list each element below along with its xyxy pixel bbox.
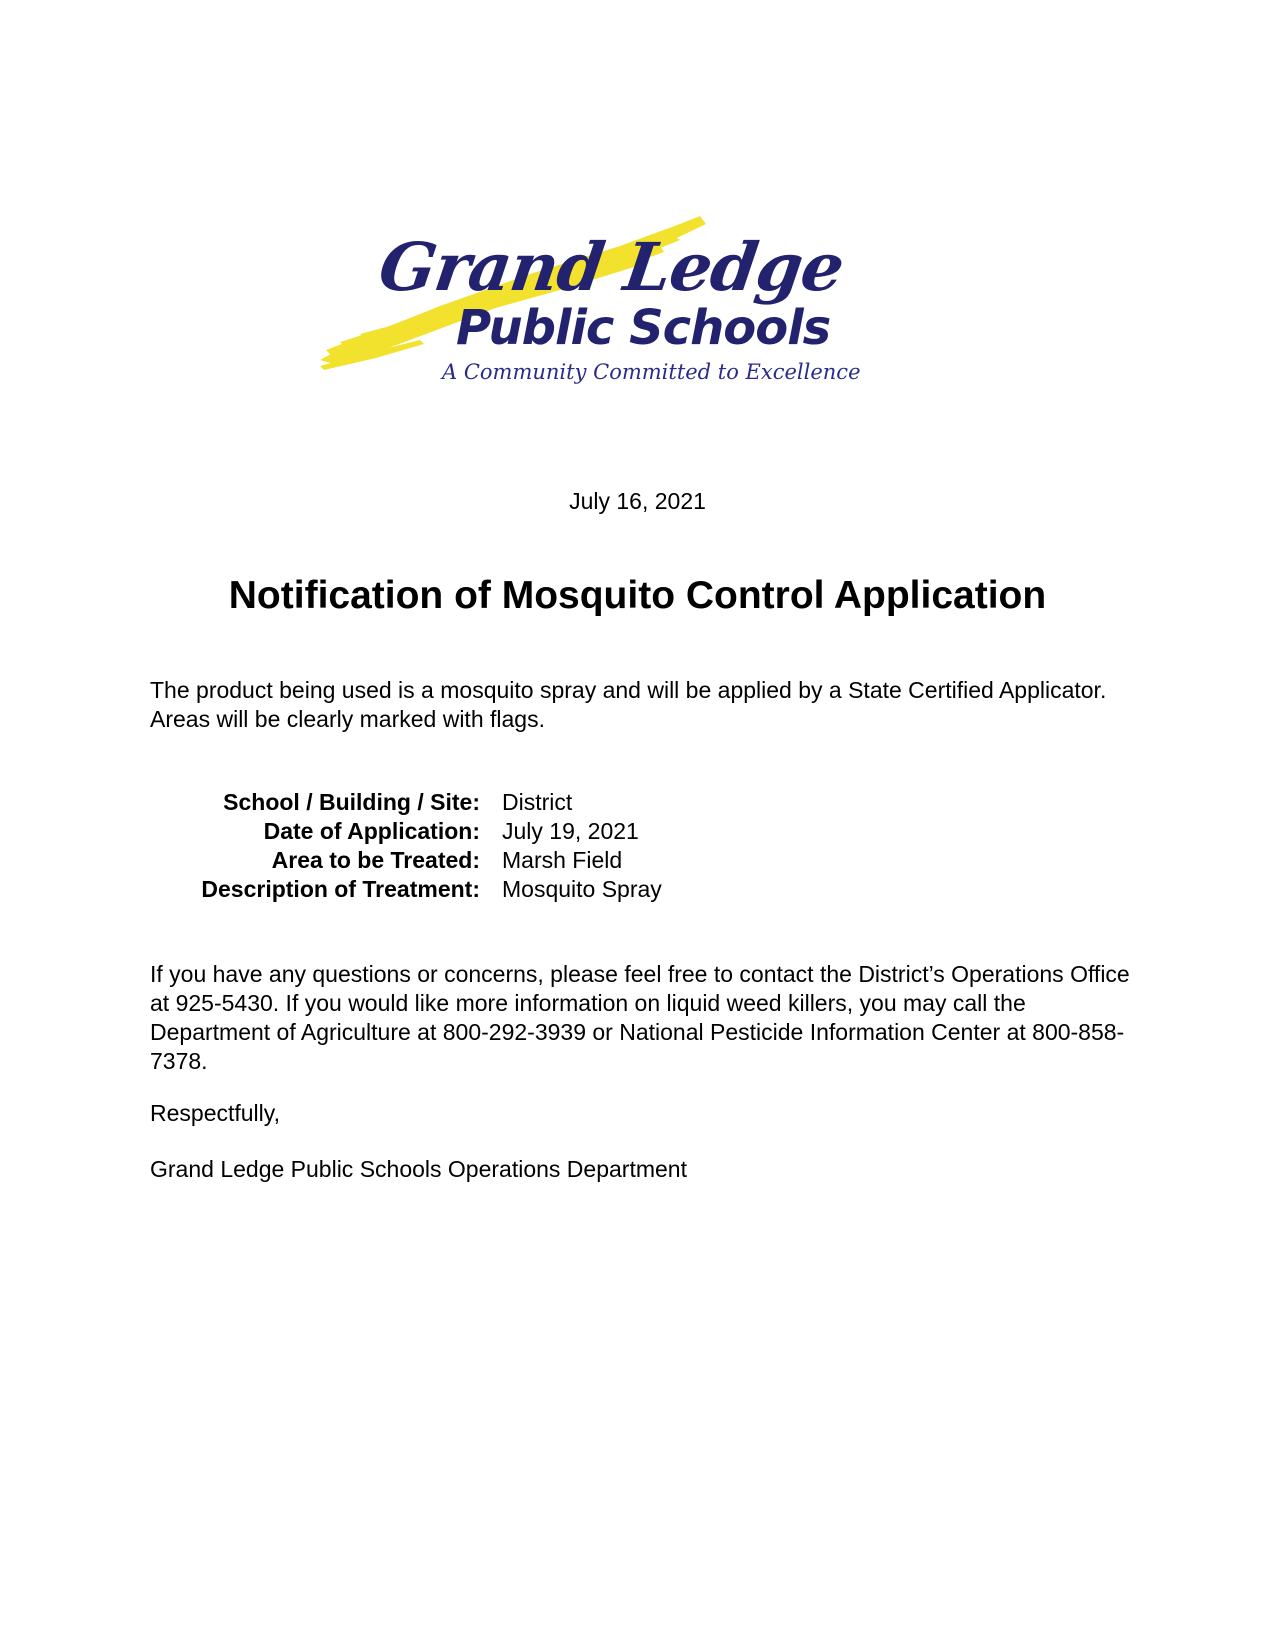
detail-row	[150, 788, 662, 817]
signature-line: Grand Ledge Public Schools Operations Department	[150, 1156, 687, 1182]
district-logo	[320, 210, 940, 410]
detail-row	[150, 846, 662, 875]
detail-label: Description of Treatment:	[201, 876, 480, 902]
logo-text-grand-ledge: Grand Ledge	[374, 228, 849, 306]
detail-value: Mosquito Spray	[502, 876, 662, 902]
detail-label: Date of Application:	[263, 818, 480, 844]
closing-line: Respectfully,	[150, 1100, 280, 1126]
logo-text-public-schools: Public Schools	[456, 300, 831, 356]
detail-row	[150, 817, 662, 846]
letter-date: July 16, 2021	[569, 488, 706, 514]
detail-value: Marsh Field	[502, 847, 623, 873]
intro-paragraph: The product being used is a mosquito spray and will be applied by a State Certified Applicator. Areas will be clearly marked with flags.	[150, 677, 1107, 732]
detail-value: District	[502, 789, 573, 815]
contact-paragraph: If you have any questions or concerns, please feel free to contact the District’s Operations Office at 925-5430. If you would like more information on liquid weed killers, you may call the Department of Agriculture at 800-292-3939 or National Pesticide Information Center at 800-858-7378.	[150, 961, 1130, 1074]
letter-title: Notification of Mosquito Control Application	[228, 574, 1047, 617]
detail-label: School / Building / Site:	[223, 789, 480, 815]
logo-tagline: A Community Committed to Excellence	[442, 360, 861, 384]
detail-label: Area to be Treated:	[271, 847, 480, 873]
detail-row	[150, 875, 662, 904]
detail-value: July 19, 2021	[502, 818, 639, 844]
application-details	[150, 788, 662, 904]
